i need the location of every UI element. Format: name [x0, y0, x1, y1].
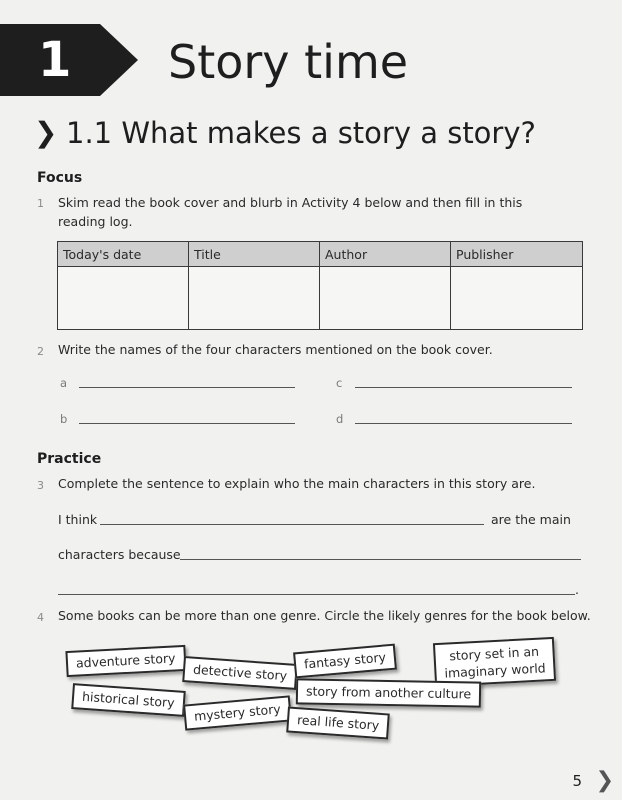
question-number: 1	[37, 197, 44, 210]
genre-label-real-life[interactable]: real life story	[286, 706, 390, 739]
table-header: Title	[189, 242, 320, 267]
sentence-prefix: I think	[58, 512, 98, 527]
answer-line-b[interactable]	[79, 423, 295, 424]
genre-label-another-culture[interactable]: story from another culture	[296, 678, 482, 707]
answer-line[interactable]	[100, 524, 484, 525]
date-cell[interactable]	[58, 267, 189, 330]
question-text: Skim read the book cover and blurb in Activity 4 below and then fill in this	[58, 195, 523, 210]
chapter-number: 1	[38, 32, 72, 88]
genre-label-detective[interactable]: detective story	[182, 656, 298, 690]
chevron-right-icon: ❯	[595, 768, 614, 793]
table-header: Author	[320, 242, 451, 267]
genre-label-historical[interactable]: historical story	[71, 683, 185, 717]
genre-label-fantasy[interactable]: fantasy story	[293, 644, 397, 679]
answer-line[interactable]	[180, 559, 581, 560]
author-cell[interactable]	[320, 267, 451, 330]
section-title: 1.1 What makes a story a story?	[66, 116, 536, 150]
table-header: Today's date	[58, 242, 189, 267]
answer-line-a[interactable]	[79, 387, 295, 388]
answer-letter: c	[336, 376, 343, 390]
answer-line-d[interactable]	[355, 423, 572, 424]
answer-line[interactable]	[58, 594, 575, 595]
reading-log-table	[57, 241, 583, 330]
question-text: Write the names of the four characters mentioned on the book cover.	[58, 342, 493, 357]
question-number: 2	[37, 345, 44, 358]
chapter-title: Story time	[168, 35, 409, 89]
answer-letter: a	[60, 376, 68, 390]
genre-label-line: story set in an	[449, 643, 540, 664]
answer-line-c[interactable]	[355, 387, 572, 388]
question-text: Complete the sentence to explain who the main characters in this story are.	[58, 476, 536, 491]
end-mark: .	[575, 582, 579, 597]
genre-label-mystery[interactable]: mystery story	[183, 695, 292, 730]
table-header: Publisher	[451, 242, 583, 267]
sentence-continuation: characters because	[58, 547, 181, 562]
genre-label-imaginary-world[interactable]	[433, 637, 556, 687]
question-text: Some books can be more than one genre. Circle the likely genres for the book below.	[58, 608, 591, 623]
question-number: 3	[37, 479, 44, 492]
chevron-right-icon: ❯	[34, 116, 58, 149]
question-number: 4	[37, 611, 44, 624]
genre-label-adventure[interactable]: adventure story	[65, 645, 186, 677]
publisher-cell[interactable]	[451, 267, 583, 330]
page-number: 5	[572, 772, 582, 790]
answer-letter: d	[336, 412, 344, 426]
focus-heading: Focus	[37, 170, 83, 186]
sentence-suffix: are the main	[491, 512, 571, 527]
answer-letter: b	[60, 412, 68, 426]
practice-heading: Practice	[37, 451, 102, 467]
question-text: reading log.	[58, 214, 133, 229]
genre-label-line: imaginary world	[444, 660, 547, 681]
title-cell[interactable]	[189, 267, 320, 330]
